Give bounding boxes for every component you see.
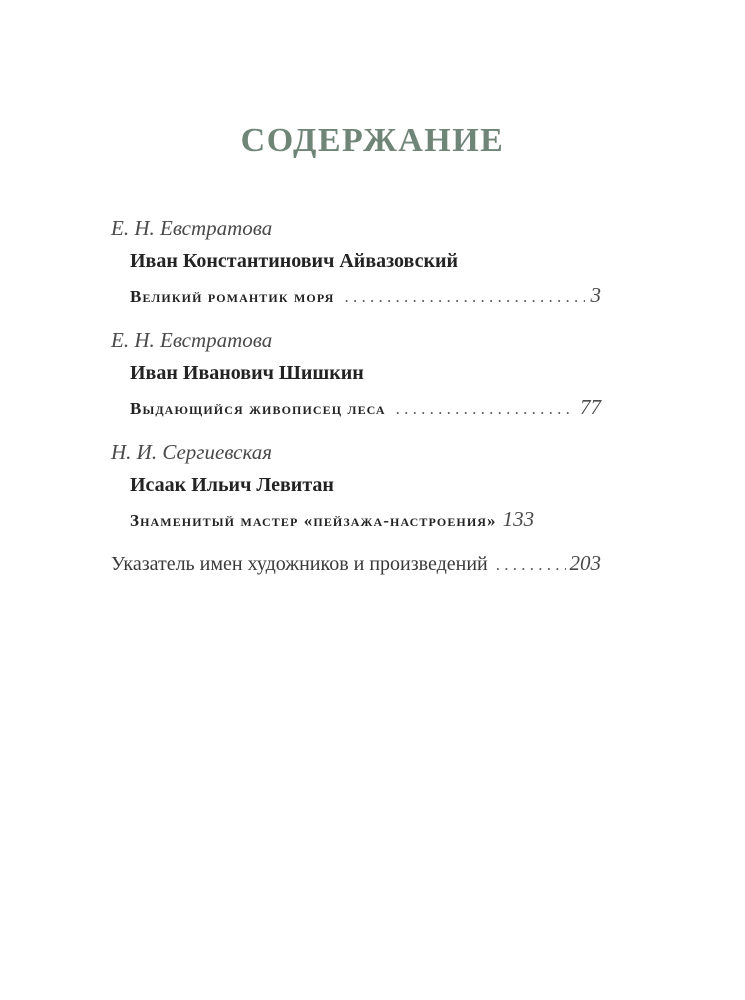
section-artist-name: Иван Константинович Айвазовский [130,250,459,272]
section-artist-name: Исаак Ильич Левитан [130,474,334,496]
toc-entry[interactable] [130,390,601,424]
page-number: 203 [569,551,601,575]
toc-section-aivazovsky [111,212,601,312]
page-number: 3 [590,283,601,307]
toc-entry[interactable] [130,278,601,312]
toc-section-shishkin [111,324,601,424]
dot-leader [496,548,566,582]
section-subtitle: Великий романтик моря [130,287,335,306]
section-subtitle: Выдающийся живописец леса [130,399,386,418]
page-number: 133 [502,507,535,531]
section-author: Н. И. Сергиевская [111,440,273,464]
page-title: СОДЕРЖАНИЕ [240,122,505,159]
section-author: Е. Н. Евстратова [111,216,273,240]
dot-leader [344,280,584,314]
index-label: Указатель имен художников и произведений [111,553,488,575]
page-number: 77 [580,395,601,419]
toc-entry-index[interactable] [111,546,601,580]
toc-section-levitan [111,436,601,536]
toc-entry[interactable] [130,502,601,536]
section-artist-name: Иван Иванович Шишкин [130,362,364,384]
section-author: Е. Н. Евстратова [111,328,273,352]
dot-leader [396,392,574,426]
section-subtitle: Знаменитый мастер «пейзажа-настроения» [130,511,497,530]
